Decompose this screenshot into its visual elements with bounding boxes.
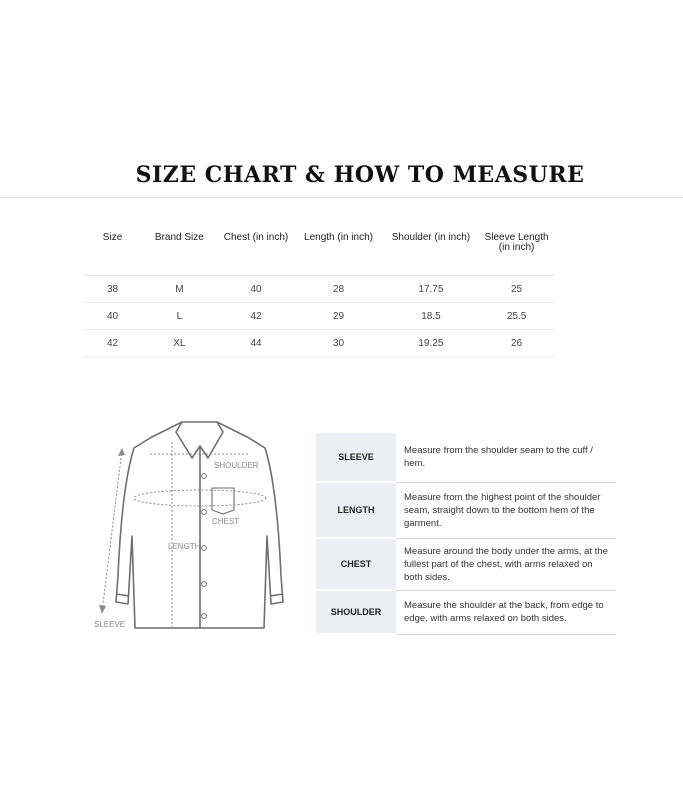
page-title: SIZE CHART & HOW TO MEASURE (135, 162, 585, 188)
shirt-button (202, 474, 207, 479)
table-cell: 40 (84, 303, 141, 330)
length-label: LENGTH (168, 542, 201, 551)
shirt-button (202, 582, 207, 587)
table-cell: 17.75 (383, 276, 479, 303)
table-cell: 42 (218, 303, 295, 330)
measure-term: SHOULDER (316, 590, 396, 634)
measure-row-chest (316, 538, 616, 590)
table-row (84, 330, 554, 357)
table-cell: XL (141, 330, 218, 357)
right-cuff (270, 594, 283, 596)
shirt-button (202, 510, 207, 515)
table-row (84, 303, 554, 330)
measure-description: Measure around the body under the arms, at the fullest part of the chest, with arms relaxed on both sides. (396, 538, 616, 590)
measure-row-shoulder (316, 590, 616, 634)
chest-label: CHEST (212, 517, 240, 526)
table-cell: L (141, 303, 218, 330)
measure-term: CHEST (316, 538, 396, 590)
sleeve-label: SLEEVE (94, 620, 126, 629)
measure-term: LENGTH (316, 482, 396, 538)
measure-row-length (316, 482, 616, 538)
table-cell: 38 (84, 276, 141, 303)
sleeve-measure-line (102, 450, 122, 612)
shirt-illustration (92, 416, 304, 636)
title-divider (0, 197, 683, 198)
arrow-down-icon (99, 605, 106, 614)
shoulder-label: SHOULDER (214, 461, 259, 470)
measure-row-sleeve (316, 433, 616, 482)
measure-description: Measure from the highest point of the shoulder seam, straight down to the bottom hem of the garment. (396, 482, 616, 538)
table-cell: 26 (479, 330, 554, 357)
table-cell: 28 (294, 276, 382, 303)
table-row (84, 276, 554, 303)
how-to-measure-table (316, 433, 616, 635)
size-column-header: Size (84, 228, 141, 276)
measure-description: Measure from the shoulder seam to the cuff / hem. (396, 433, 616, 482)
size-table (84, 228, 554, 357)
table-cell: 42 (84, 330, 141, 357)
table-cell: M (141, 276, 218, 303)
table-cell: 25 (479, 276, 554, 303)
table-cell: 40 (218, 276, 295, 303)
table-cell: 18.5 (383, 303, 479, 330)
shoulder-column-header: Shoulder (in inch) (383, 228, 479, 276)
size-table-header-row (84, 228, 554, 276)
measure-description: Measure the shoulder at the back, from edge to edge, with arms relaxed on both sides. (396, 590, 616, 634)
table-cell: 25.5 (479, 303, 554, 330)
shirt-button (202, 614, 207, 619)
left-cuff (116, 594, 129, 596)
arrow-up-icon (118, 448, 125, 456)
chest-column-header: Chest (in inch) (218, 228, 295, 276)
table-cell: 29 (294, 303, 382, 330)
table-cell: 19.25 (383, 330, 479, 357)
measure-term: SLEEVE (316, 433, 396, 482)
table-cell: 44 (218, 330, 295, 357)
brand-size-column-header: Brand Size (141, 228, 218, 276)
shirt-pocket (212, 488, 234, 514)
shirt-button (202, 546, 207, 551)
length-column-header: Length (in inch) (294, 228, 382, 276)
table-cell: 30 (294, 330, 382, 357)
sleeve-length-column-header: Sleeve Length (in inch) (479, 228, 554, 276)
shirt-measurement-diagram (92, 416, 304, 636)
